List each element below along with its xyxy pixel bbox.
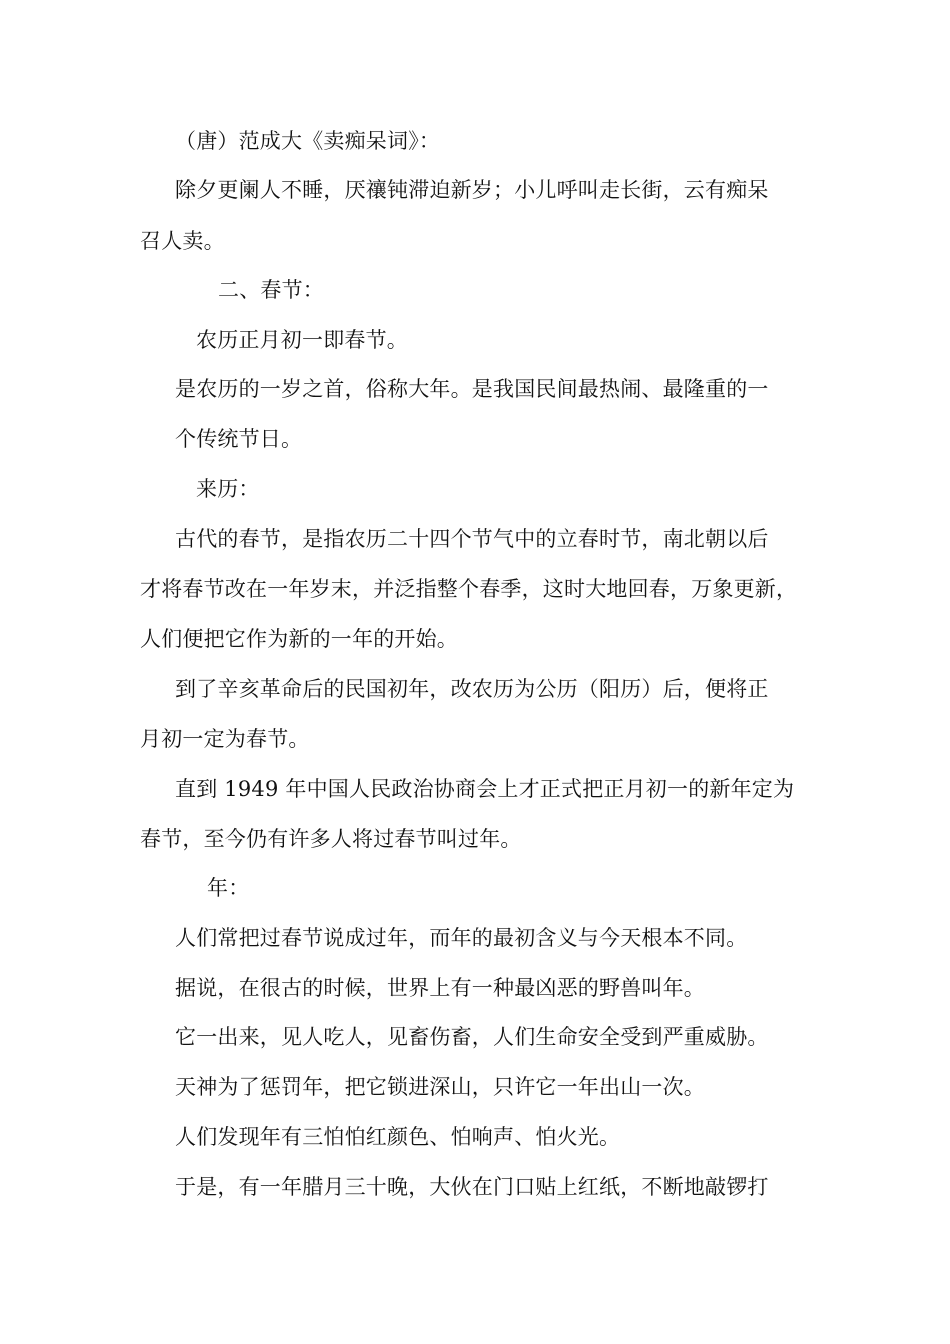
paragraph-line: 农历正月初一即春节。 (196, 328, 408, 352)
paragraph-line: 是农历的一岁之首，俗称大年。是我国民间最热闹、最隆重的一 (175, 377, 769, 401)
paragraph-line: 才将春节改在一年岁末，并泛指整个春季，这时大地回春，万象更新， (140, 577, 798, 601)
paragraph-line: 人们常把过春节说成过年，而年的最初含义与今天根本不同。 (175, 926, 748, 950)
paragraph-line: 个传统节日。 (175, 427, 303, 451)
poem-source-line: （唐）范成大《卖痴呆词》： (175, 129, 441, 153)
paragraph-line: 据说，在很古的时候，世界上有一种最凶恶的野兽叫年。 (175, 976, 705, 1000)
subheading-origin: 来历： (196, 477, 260, 501)
paragraph-line: 人们发现年有三怕怕红颜色、怕响声、怕火光。 (175, 1125, 621, 1149)
poem-text-line-2: 召人卖。 (140, 229, 225, 253)
paragraph-line: 它一出来，见人吃人，见畜伤畜，人们生命安全受到严重威胁。 (175, 1025, 769, 1049)
poem-text-line-1: 除夕更阑人不睡，厌禳钝滞迫新岁；小儿呼叫走长街，云有痴呆 (175, 178, 769, 202)
paragraph-line: 春节，至今仍有许多人将过春节叫过年。 (140, 827, 522, 851)
paragraph-line: 天神为了惩罚年，把它锁进深山，只许它一年出山一次。 (175, 1075, 705, 1099)
paragraph-line: 古代的春节，是指农历二十四个节气中的立春时节，南北朝以后 (175, 527, 769, 551)
paragraph-line: 人们便把它作为新的一年的开始。 (140, 627, 458, 651)
paragraph-line: 月初一定为春节。 (140, 727, 310, 751)
paragraph-line: 到了辛亥革命后的民国初年，改农历为公历（阳历）后，便将正 (175, 677, 769, 701)
paragraph-line: 于是，有一年腊月三十晚，大伙在门口贴上红纸，不断地敲锣打 (175, 1175, 769, 1199)
subheading-nian: 年： (207, 876, 250, 900)
section-heading-spring-festival: 二、春节： (218, 278, 324, 302)
paragraph-line: 直到 1949 年中国人民政治协商会上才正式把正月初一的新年定为 (175, 777, 795, 801)
